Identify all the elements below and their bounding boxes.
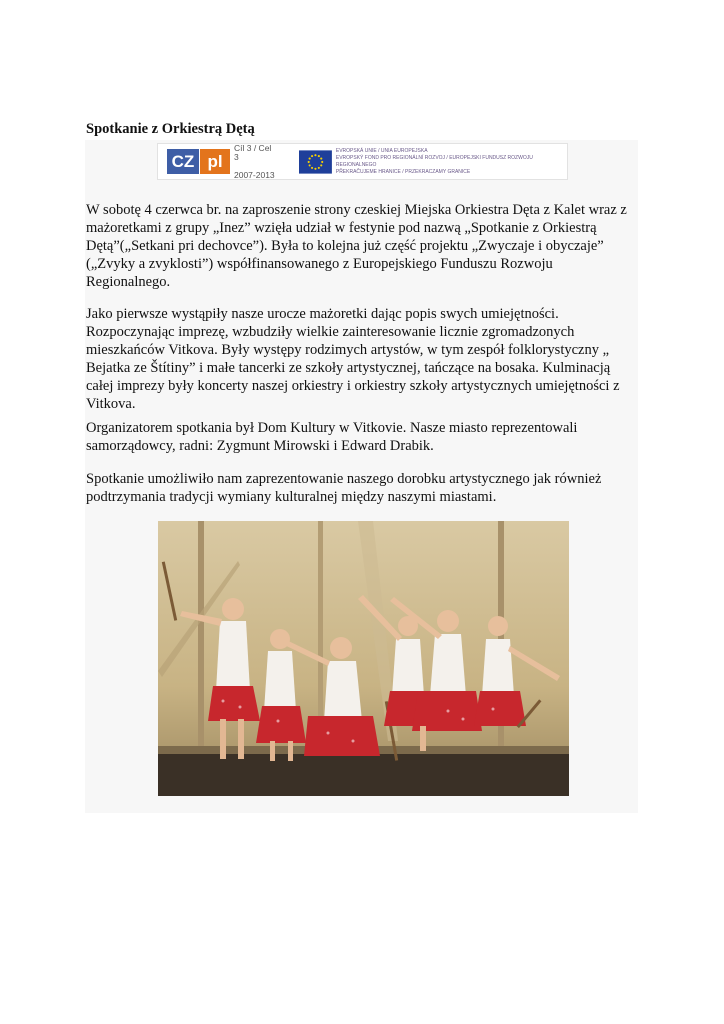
paragraph-intro: W sobotę 4 czerwca br. na zaproszenie strony czeskiej Miejska Orkiestra Dęta z Kalet wraz z mażoretkami z grupy „Inez” wzięła udział w festynie pod nazwą „Spotkanie z Orkiestrą Dętą”(„Setkani pri dechovce”). Była to kolejna już część projektu „Zwyczaje i obyczaje” („Zvyky a zvyklosti”) współfinansowanego z Europejskiego Funduszu Rozwoju Regionalnego. [86, 202, 627, 290]
cz-pl-logo [167, 149, 230, 174]
dancers-photo-image [158, 521, 569, 796]
eu-slogan-line: PŘEKRAČUJEME HRANICE / PRZEKRACZAMY GRANICE [335, 168, 471, 175]
eu-union-line: EVROPSKÁ UNIE / UNIA EUROPEJSKA [335, 147, 428, 154]
program-cil-line: Cíl 3 / Cel 3 [234, 142, 272, 162]
eu-fund-line: EVROPSKÝ FOND PRO REGIONÁLNÍ ROZVOJ / EUROPEJSKI FUNDUSZ ROZWOJU REGIONALNEGO [335, 154, 533, 168]
cz-pl-eu-banner [157, 143, 568, 180]
pl-logo-text: pl [200, 149, 230, 174]
dancers-photo [158, 521, 569, 796]
paragraph-performances: Jako pierwsze wystąpiły nasze urocze mażoretki dając popis swych umiejętności. Rozpoczynając imprezę, wzbudziły wielkie zainteresowanie licznie zgromadzonych mieszkańców Vitkova. Były występy rodzimych artystów, w tym zespół folklorystyczny „ Bejatka ze Štítiny” i małe tancerki ze szkoły artystycznej, tańczące na bosaka. Kulminacją całej imprezy były koncerty naszej orkiestry i orkiestry szkoły artystycznych umiejętności z Vitkova. [86, 306, 620, 412]
program-label [234, 135, 277, 189]
program-years-line: 2007-2013 [234, 169, 275, 180]
eu-flag-icon [299, 150, 332, 174]
paragraph-closing: Spotkanie umożliwiło nam zaprezentowanie naszego dorobku artystycznego jak również podtrzymania tradycji wymiany kulturalnej między naszymi miastami. [86, 471, 602, 505]
cz-logo-text: CZ [167, 149, 199, 174]
eu-fund-text [336, 148, 567, 176]
page-title: Spotkanie z Orkiestrą Dętą [86, 121, 255, 137]
paragraph-organizer: Organizatorem spotkania był Dom Kultury w Vitkovie. Nasze miasto reprezentowali samorządowcy, radni: Zygmunt Mirowski i Edward Drabik. [86, 420, 578, 454]
